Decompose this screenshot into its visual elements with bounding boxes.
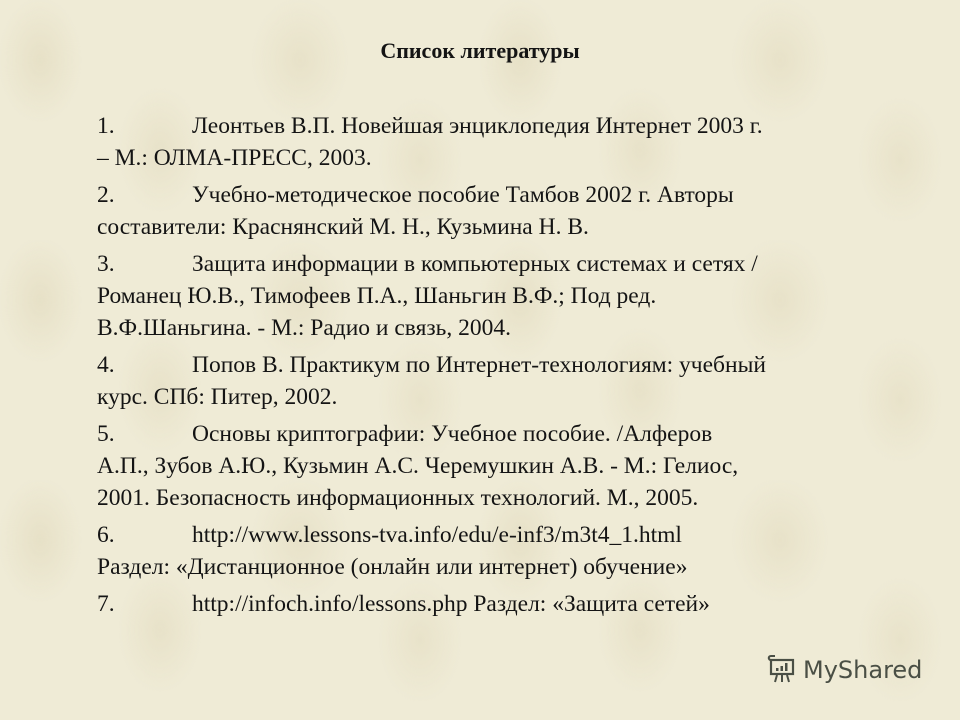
reference-text: Раздел: «Дистанционное (онлайн или интернет) обучение» [97,554,688,580]
reference-text: А.П., Зубов А.Ю., Кузьмин А.С. Черемушкин А.В. - М.: Гелиос, [97,453,739,479]
reference-number: 5. [97,421,115,447]
reference-text: курс. СПб: Питер, 2002. [97,384,338,410]
reference-text: составители: Краснянский М. Н., Кузьмина Н. В. [97,214,589,240]
reference-item-3 [97,248,887,344]
watermark-logo [767,655,922,685]
presentation-board-icon [767,655,797,685]
reference-number: 4. [97,352,115,378]
reference-number: 7. [97,591,115,617]
reference-number: 2. [97,182,115,208]
reference-text: Учебно-методическое пособие Тамбов 2002 г. Авторы [192,182,734,208]
reference-number: 3. [97,251,115,277]
reference-link[interactable]: http://www.lessons-tva.info/edu/e-inf3/m3t4_1.html [192,522,682,548]
reference-text: Романец Ю.В., Тимофеев П.А., Шаньгин В.Ф.; Под ред. [97,283,657,309]
page-title: Список литературы [380,38,580,63]
reference-text: – М.: ОЛМА-ПРЕСС, 2003. [97,145,372,171]
reference-text: Попов В. Практикум по Интернет-технологиям: учебный [192,352,766,378]
reference-text: В.Ф.Шаньгина. - М.: Радио и связь, 2004. [97,315,512,341]
reference-text: 2001. Безопасность информационных технологий. М., 2005. [97,485,699,511]
reference-text: Защита информации в компьютерных системах и сетях / [192,251,758,277]
reference-link[interactable]: http://infoch.info/lessons.php Раздел: «Защита сетей» [192,591,710,617]
reference-list [97,110,887,625]
reference-item-6 [97,519,887,583]
reference-item-4 [97,349,887,413]
reference-number: 6. [97,522,115,548]
reference-item-1 [97,110,887,174]
watermark-text: MyShared [803,656,923,684]
reference-item-5 [97,418,887,514]
reference-number: 1. [97,113,115,139]
reference-text: Леонтьев В.П. Новейшая энциклопедия Интернет 2003 г. [192,113,763,139]
reference-item-2 [97,179,887,243]
reference-item-7 [97,588,887,620]
reference-text: Основы криптографии: Учебное пособие. /Алферов [192,421,713,447]
